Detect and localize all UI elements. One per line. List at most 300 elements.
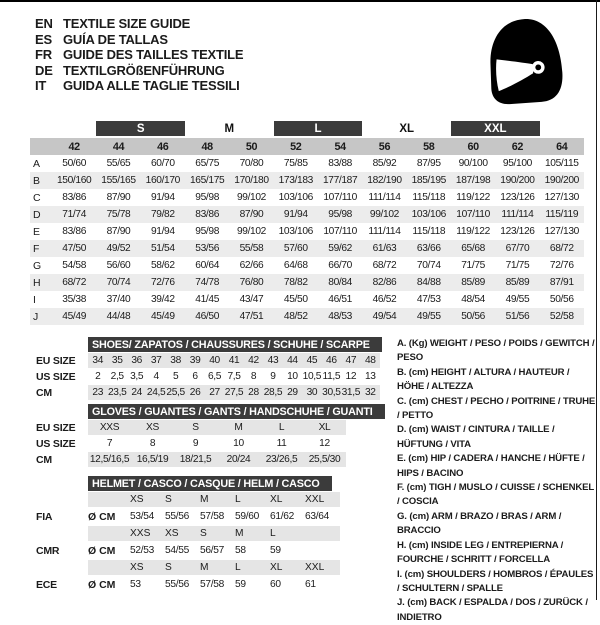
helmet-size-label: L bbox=[235, 494, 241, 505]
measure-row-i bbox=[30, 291, 584, 308]
measure-key: G bbox=[33, 259, 42, 272]
cell-value: 39 bbox=[189, 355, 201, 366]
legend-item: C. (cm) CHEST / PECHO / POITRINE / TRUHE / PETTO bbox=[397, 395, 596, 422]
helmet-icon bbox=[481, 11, 569, 110]
size-number: 48 bbox=[201, 140, 213, 153]
measure-key: I bbox=[33, 293, 36, 306]
cell-value: 6,5 bbox=[207, 371, 222, 382]
cell-value: S bbox=[192, 422, 199, 433]
measure-value: 43/47 bbox=[239, 294, 264, 305]
helmet-value-cells bbox=[88, 508, 340, 525]
measure-value: 54/58 bbox=[62, 260, 87, 271]
measure-row-j bbox=[30, 308, 584, 325]
measure-value: 99/102 bbox=[236, 226, 266, 237]
helmet-size-label: XS bbox=[130, 494, 144, 505]
cell-value: 32 bbox=[364, 387, 376, 398]
helmet-value: 56/57 bbox=[200, 545, 224, 556]
measure-value: 70/74 bbox=[106, 277, 131, 288]
cell-value: 23 bbox=[92, 387, 104, 398]
helmet-size-label: L bbox=[270, 528, 276, 539]
measure-value: 50/56 bbox=[461, 311, 485, 322]
measure-value: 57/60 bbox=[283, 243, 308, 254]
helmet-size-row bbox=[30, 560, 340, 575]
measure-row-g bbox=[30, 257, 584, 274]
measure-key: E bbox=[33, 225, 41, 238]
measure-key: D bbox=[33, 208, 41, 221]
helmet-value: 59 bbox=[270, 545, 281, 556]
helmet-value-row bbox=[30, 542, 340, 559]
measure-value: 47/50 bbox=[62, 243, 87, 254]
measure-value: 44/48 bbox=[106, 311, 131, 322]
cell-value: 24,5 bbox=[146, 387, 166, 398]
row-label-spacer bbox=[30, 526, 88, 541]
row-cells bbox=[88, 353, 380, 368]
diameter-unit-label: Ø CM bbox=[88, 510, 116, 523]
table-row bbox=[30, 369, 382, 384]
cell-value: 11 bbox=[276, 438, 287, 449]
measure-value: 75/78 bbox=[106, 209, 131, 220]
helmet-size-label: XS bbox=[165, 528, 179, 539]
helmet-value-cells bbox=[88, 542, 340, 559]
measure-value: 52/58 bbox=[549, 311, 574, 322]
title-row bbox=[35, 16, 243, 32]
cell-value: L bbox=[278, 422, 285, 433]
helmet-size-label: M bbox=[200, 494, 209, 505]
size-number-row bbox=[30, 138, 584, 155]
measure-key: J bbox=[33, 310, 39, 323]
cell-value: XXS bbox=[99, 422, 120, 433]
measure-key: B bbox=[33, 174, 41, 187]
measure-value: 119/122 bbox=[456, 192, 490, 203]
measure-value: 68/72 bbox=[372, 260, 397, 271]
measure-value: 111/114 bbox=[368, 226, 401, 237]
table-title-bar: HELMET / CASCO / CASQUE / HELM / CASCO bbox=[88, 476, 332, 491]
measure-value: 170/180 bbox=[234, 175, 269, 186]
guide-title: GUÍA DE TALLAS bbox=[63, 31, 168, 47]
cell-value: 28 bbox=[248, 387, 259, 398]
helmet-size-row bbox=[30, 492, 340, 507]
row-cells bbox=[88, 436, 346, 451]
measure-value: 95/98 bbox=[195, 226, 220, 237]
helmet-size-table bbox=[30, 476, 340, 594]
size-band-l: L bbox=[274, 121, 363, 136]
helmet-value: 59/60 bbox=[235, 511, 259, 522]
legend-item: F. (cm) TIGH / MUSLO / CUISSE / SCHENKEL / COSCIA bbox=[397, 482, 594, 508]
measure-key: C bbox=[33, 191, 41, 204]
table-title-spacer bbox=[30, 476, 88, 491]
measure-value: 91/94 bbox=[150, 192, 175, 203]
cell-value: 29 bbox=[287, 387, 298, 398]
size-number: 62 bbox=[511, 140, 524, 153]
measure-value: 72/76 bbox=[549, 260, 574, 271]
helmet-value: 55/56 bbox=[165, 579, 189, 590]
legend-item: H. (cm) INSIDE LEG / ENTREPIERNA / FOURCHE / SCHRITT / FORCELLA bbox=[397, 539, 564, 566]
helmet-value: 53 bbox=[130, 579, 141, 590]
measure-value: 85/89 bbox=[505, 277, 530, 288]
measure-value: 115/118 bbox=[412, 226, 446, 237]
measure-value: 68/72 bbox=[549, 243, 574, 254]
measure-row-f bbox=[30, 240, 584, 257]
measure-value: 165/175 bbox=[189, 175, 225, 186]
measure-value: 127/130 bbox=[544, 192, 579, 203]
size-number: 60 bbox=[467, 140, 479, 153]
language-code: DE bbox=[35, 62, 53, 78]
measure-value: 46/50 bbox=[195, 311, 220, 322]
measure-value: 49/55 bbox=[416, 311, 441, 322]
measure-value: 48/54 bbox=[461, 294, 485, 305]
size-band-m: M bbox=[224, 122, 235, 135]
measure-value: 59/62 bbox=[328, 243, 352, 254]
measure-value: 123/126 bbox=[500, 192, 535, 203]
row-cells bbox=[88, 369, 380, 384]
measure-value: 47/51 bbox=[239, 311, 264, 322]
cell-value: 28,5 bbox=[263, 387, 283, 398]
language-code: FR bbox=[35, 47, 52, 63]
helmet-value-row bbox=[30, 576, 340, 593]
measure-value: 185/195 bbox=[411, 175, 446, 186]
measure-value: 160/170 bbox=[145, 175, 181, 186]
band-spacer bbox=[540, 121, 584, 136]
row-cells bbox=[88, 385, 380, 400]
measure-value: 61/63 bbox=[372, 243, 397, 254]
title-block bbox=[35, 16, 243, 94]
measure-value: 115/119 bbox=[545, 209, 579, 220]
measure-value: 46/52 bbox=[372, 294, 397, 305]
shoes-size-table bbox=[30, 337, 382, 401]
size-number: 64 bbox=[556, 140, 568, 153]
row-label: US SIZE bbox=[36, 437, 76, 450]
size-number: 50 bbox=[245, 140, 258, 153]
language-code: ES bbox=[35, 31, 52, 47]
cell-value: 25,5 bbox=[166, 387, 185, 398]
cell-value: 16,5/19 bbox=[136, 454, 169, 465]
cell-value: XS bbox=[146, 422, 159, 433]
measure-value: 155/165 bbox=[101, 175, 136, 186]
table-title-spacer bbox=[30, 337, 88, 352]
measure-value: 70/80 bbox=[239, 158, 264, 169]
measure-value: 82/86 bbox=[372, 277, 397, 288]
measure-value: 190/200 bbox=[500, 175, 535, 186]
measure-value: 45/50 bbox=[283, 294, 308, 305]
helmet-value: 59 bbox=[235, 579, 246, 590]
cell-value: 7 bbox=[106, 438, 113, 449]
standard-label: FIA bbox=[36, 510, 53, 523]
helmet-size-label: S bbox=[165, 494, 172, 505]
cell-value: 2 bbox=[95, 371, 101, 382]
helmet-size-label: XL bbox=[270, 562, 283, 573]
cell-value: 4 bbox=[153, 371, 159, 382]
cell-value: 12 bbox=[319, 438, 330, 449]
helmet-size-label: XXL bbox=[305, 494, 325, 505]
measure-value: 95/100 bbox=[502, 158, 532, 169]
legend-item: I. (cm) SHOULDERS / HOMBROS / ÉPAULES / SCHULTERN / SPALLE bbox=[397, 568, 594, 594]
gloves-size-table bbox=[30, 404, 385, 468]
measure-value: 62/66 bbox=[239, 260, 264, 271]
cell-value: 42 bbox=[248, 355, 259, 366]
title-row bbox=[35, 32, 243, 48]
measure-value: 64/68 bbox=[283, 260, 308, 271]
size-band-s: S bbox=[96, 121, 185, 136]
measure-value: 45/49 bbox=[150, 311, 175, 322]
size-number: 46 bbox=[157, 140, 169, 153]
cell-value: 45 bbox=[306, 355, 318, 366]
helmet-value: 57/58 bbox=[200, 511, 224, 522]
size-band-xxl: XXL bbox=[451, 121, 540, 136]
helmet-size-cells bbox=[88, 492, 340, 507]
helmet-value: 55/56 bbox=[165, 511, 189, 522]
cell-value: 7,5 bbox=[227, 371, 241, 382]
helmet-value-row bbox=[30, 508, 340, 525]
cell-value: 27,5 bbox=[224, 387, 244, 398]
measure-row-e bbox=[30, 223, 584, 240]
measure-value: 60/64 bbox=[195, 260, 220, 271]
measure-value: 80/84 bbox=[328, 277, 352, 288]
table-row bbox=[30, 420, 385, 435]
cell-value: 9 bbox=[270, 371, 276, 382]
measure-value: 87/90 bbox=[239, 209, 264, 220]
measure-value: 74/78 bbox=[195, 277, 220, 288]
measure-value: 70/74 bbox=[416, 260, 441, 271]
measure-value: 79/82 bbox=[150, 209, 175, 220]
row-label: EU SIZE bbox=[36, 354, 76, 367]
measurement-legend bbox=[397, 337, 597, 625]
measure-value: 103/106 bbox=[411, 209, 446, 220]
measure-value: 51/54 bbox=[150, 243, 175, 254]
helmet-size-label: S bbox=[165, 562, 172, 573]
measure-value: 53/56 bbox=[195, 243, 220, 254]
measure-value: 99/102 bbox=[369, 209, 399, 220]
row-cells bbox=[88, 420, 346, 435]
helmet-value: 58 bbox=[235, 545, 246, 556]
cell-value: 12 bbox=[345, 371, 357, 382]
table-row bbox=[30, 452, 385, 467]
measure-value: 71/75 bbox=[461, 260, 485, 271]
legend-item: A. (Kg) WEIGHT / PESO / POIDS / GEWITCH / PESO bbox=[397, 338, 595, 364]
measure-value: 105/115 bbox=[544, 158, 579, 169]
diameter-unit-label: Ø CM bbox=[88, 578, 116, 591]
measure-value: 107/110 bbox=[323, 226, 357, 237]
helmet-value: 53/54 bbox=[130, 511, 154, 522]
size-band-xl: XL bbox=[399, 122, 415, 135]
measure-value: 56/60 bbox=[106, 260, 131, 271]
legend-item: B. (cm) HEIGHT / ALTURA / HAUTEUR / HÖHE / ALTEZZA bbox=[397, 366, 570, 393]
measure-value: 111/114 bbox=[501, 209, 534, 220]
measure-value: 83/86 bbox=[195, 209, 220, 220]
measure-value: 107/110 bbox=[456, 209, 490, 220]
measure-value: 90/100 bbox=[458, 158, 488, 169]
cell-value: 44 bbox=[287, 355, 298, 366]
measure-value: 83/86 bbox=[62, 226, 87, 237]
band-spacer bbox=[30, 121, 52, 136]
row-label: US SIZE bbox=[36, 370, 76, 383]
language-code: EN bbox=[35, 16, 53, 31]
cell-value: M bbox=[234, 422, 243, 433]
helmet-value: 61 bbox=[305, 579, 316, 590]
measure-value: 91/94 bbox=[150, 226, 175, 237]
measure-row-d bbox=[30, 206, 584, 223]
cell-value: 20/24 bbox=[226, 454, 251, 465]
measure-value: 87/95 bbox=[416, 158, 441, 169]
table-title-row bbox=[30, 404, 385, 419]
measure-value: 187/198 bbox=[455, 175, 491, 186]
helmet-size-label: M bbox=[235, 528, 244, 539]
measure-value: 182/190 bbox=[367, 175, 402, 186]
title-row bbox=[35, 78, 243, 94]
standard-label: ECE bbox=[36, 578, 57, 591]
cell-value: 10,5 bbox=[302, 371, 322, 382]
legend-item: G. (cm) ARM / BRAZO / BRAS / ARM / BRACCIO bbox=[397, 510, 562, 537]
measure-value: 45/49 bbox=[62, 311, 87, 322]
measure-value: 84/88 bbox=[416, 277, 441, 288]
table-title-bar: SHOES/ ZAPATOS / CHAUSSURES / SCHUHE / SCARPE bbox=[88, 337, 382, 352]
table-title-bar: GLOVES / GUANTES / GANTS / HANDSCHUHE / GUANTI bbox=[88, 404, 385, 419]
size-number: 42 bbox=[68, 140, 80, 153]
cell-value: 6 bbox=[192, 371, 198, 382]
cell-value: 48 bbox=[364, 355, 376, 366]
measure-value: 103/106 bbox=[278, 226, 313, 237]
helmet-value: 52/53 bbox=[130, 545, 154, 556]
helmet-value: 57/58 bbox=[200, 579, 224, 590]
legend-item: E. (cm) HIP / CADERA / HANCHE / HÜFTE / HIPS / BACINO bbox=[397, 453, 585, 479]
table-title-spacer bbox=[30, 404, 88, 419]
cell-value: XL bbox=[318, 422, 331, 433]
measure-value: 48/52 bbox=[283, 311, 308, 322]
measure-value: 68/72 bbox=[62, 277, 87, 288]
measure-value: 47/53 bbox=[416, 294, 441, 305]
standard-label: CMR bbox=[36, 544, 60, 557]
measure-value: 72/76 bbox=[150, 277, 175, 288]
measure-value: 190/200 bbox=[544, 175, 579, 186]
size-number: 58 bbox=[423, 140, 435, 153]
measure-value: 37/40 bbox=[106, 294, 131, 305]
measure-value: 85/92 bbox=[372, 158, 397, 169]
title-row bbox=[35, 63, 243, 79]
measure-value: 111/114 bbox=[368, 192, 401, 203]
helmet-value: 61/62 bbox=[270, 511, 294, 522]
measure-value: 127/130 bbox=[544, 226, 579, 237]
size-number: 44 bbox=[112, 140, 125, 153]
measure-value: 60/70 bbox=[150, 158, 175, 169]
cell-value: 23/26,5 bbox=[265, 454, 298, 465]
measure-value: 49/52 bbox=[106, 243, 131, 254]
measure-value: 107/110 bbox=[323, 192, 357, 203]
measure-value: 51/56 bbox=[505, 311, 530, 322]
cell-value: 38 bbox=[170, 355, 181, 366]
row-label-spacer bbox=[30, 492, 88, 507]
guide-title: GUIDE DES TAILLES TEXTILE bbox=[63, 47, 244, 63]
helmet-size-label: S bbox=[200, 528, 207, 539]
measure-value: 87/90 bbox=[106, 226, 131, 237]
measure-value: 83/88 bbox=[328, 158, 352, 169]
guide-title: GUIDA ALLE TAGLIE TESSILI bbox=[63, 78, 240, 94]
size-number: 56 bbox=[378, 140, 391, 153]
helmet-size-label: M bbox=[200, 562, 209, 573]
cell-value: 8 bbox=[250, 371, 257, 382]
helmet-value: 54/55 bbox=[165, 545, 189, 556]
cell-value: 23,5 bbox=[107, 387, 127, 398]
diameter-unit-label: Ø CM bbox=[88, 544, 116, 557]
textile-size-table bbox=[30, 121, 584, 325]
measure-value: 85/89 bbox=[461, 277, 485, 288]
guide-title: TEXTILE SIZE GUIDE bbox=[63, 16, 191, 31]
cell-value: 47 bbox=[345, 355, 357, 366]
measure-value: 177/187 bbox=[322, 175, 358, 186]
helmet-size-row bbox=[30, 526, 340, 541]
measure-value: 67/70 bbox=[505, 243, 530, 254]
measure-value: 75/85 bbox=[283, 158, 308, 169]
helmet-size-label: XXS bbox=[130, 528, 151, 539]
cell-value: 31,5 bbox=[341, 387, 361, 398]
measure-value: 99/102 bbox=[236, 192, 266, 203]
measure-value: 58/62 bbox=[150, 260, 175, 271]
measure-value: 150/160 bbox=[56, 175, 92, 186]
cell-value: 3,5 bbox=[130, 371, 144, 382]
measure-value: 91/94 bbox=[283, 209, 308, 220]
measure-value: 49/55 bbox=[505, 294, 530, 305]
measure-value: 46/51 bbox=[328, 294, 352, 305]
cell-value: 8 bbox=[149, 438, 156, 449]
cell-value: 27 bbox=[209, 387, 220, 398]
size-band-row bbox=[30, 121, 584, 136]
measure-value: 123/126 bbox=[500, 226, 535, 237]
measure-value: 65/75 bbox=[195, 158, 220, 169]
measure-row-b bbox=[30, 172, 584, 189]
measure-row-h bbox=[30, 274, 584, 291]
measure-value: 87/90 bbox=[106, 192, 131, 203]
cell-value: 46 bbox=[326, 355, 337, 366]
helmet-size-label: XXL bbox=[305, 562, 325, 573]
table-title-row bbox=[30, 476, 340, 491]
measure-row-c bbox=[30, 189, 584, 206]
helmet-size-cells bbox=[88, 560, 340, 575]
cell-value: 18/21,5 bbox=[179, 454, 212, 465]
measure-value: 76/80 bbox=[239, 277, 264, 288]
measure-value: 55/58 bbox=[239, 243, 264, 254]
cell-value: 2,5 bbox=[110, 371, 124, 382]
size-number: 54 bbox=[334, 140, 346, 153]
legend-item: D. (cm) WAIST / CINTURA / TAILLE / HÜFTUNG / VITA bbox=[397, 424, 555, 450]
cell-value: 24 bbox=[131, 387, 142, 398]
measure-value: 55/65 bbox=[106, 158, 131, 169]
cell-value: 36 bbox=[131, 355, 142, 366]
measure-value: 87/91 bbox=[549, 277, 574, 288]
measure-value: 39/42 bbox=[150, 294, 175, 305]
cell-value: 9 bbox=[192, 438, 199, 449]
measure-value: 71/75 bbox=[505, 260, 530, 271]
measure-value: 173/183 bbox=[278, 175, 313, 186]
helmet-size-label: L bbox=[235, 562, 241, 573]
cell-value: 5 bbox=[172, 371, 179, 382]
measure-value: 95/98 bbox=[195, 192, 220, 203]
measure-value: 83/86 bbox=[62, 192, 87, 203]
measure-value: 49/54 bbox=[372, 311, 397, 322]
measure-value: 65/68 bbox=[461, 243, 485, 254]
table-row bbox=[30, 353, 382, 368]
measure-value: 48/53 bbox=[328, 311, 352, 322]
row-cells bbox=[88, 452, 346, 467]
measure-value: 95/98 bbox=[328, 209, 352, 220]
size-number: 52 bbox=[290, 140, 302, 153]
helmet-size-cells bbox=[88, 526, 340, 541]
cell-value: 40 bbox=[209, 355, 220, 366]
measure-value: 119/122 bbox=[456, 226, 490, 237]
cell-value: 41 bbox=[228, 355, 240, 366]
measure-value: 50/60 bbox=[62, 158, 87, 169]
cell-value: 37 bbox=[150, 355, 162, 366]
cell-value: 10 bbox=[287, 371, 298, 382]
table-title-row bbox=[30, 337, 382, 352]
helmet-value: 63/64 bbox=[305, 511, 329, 522]
